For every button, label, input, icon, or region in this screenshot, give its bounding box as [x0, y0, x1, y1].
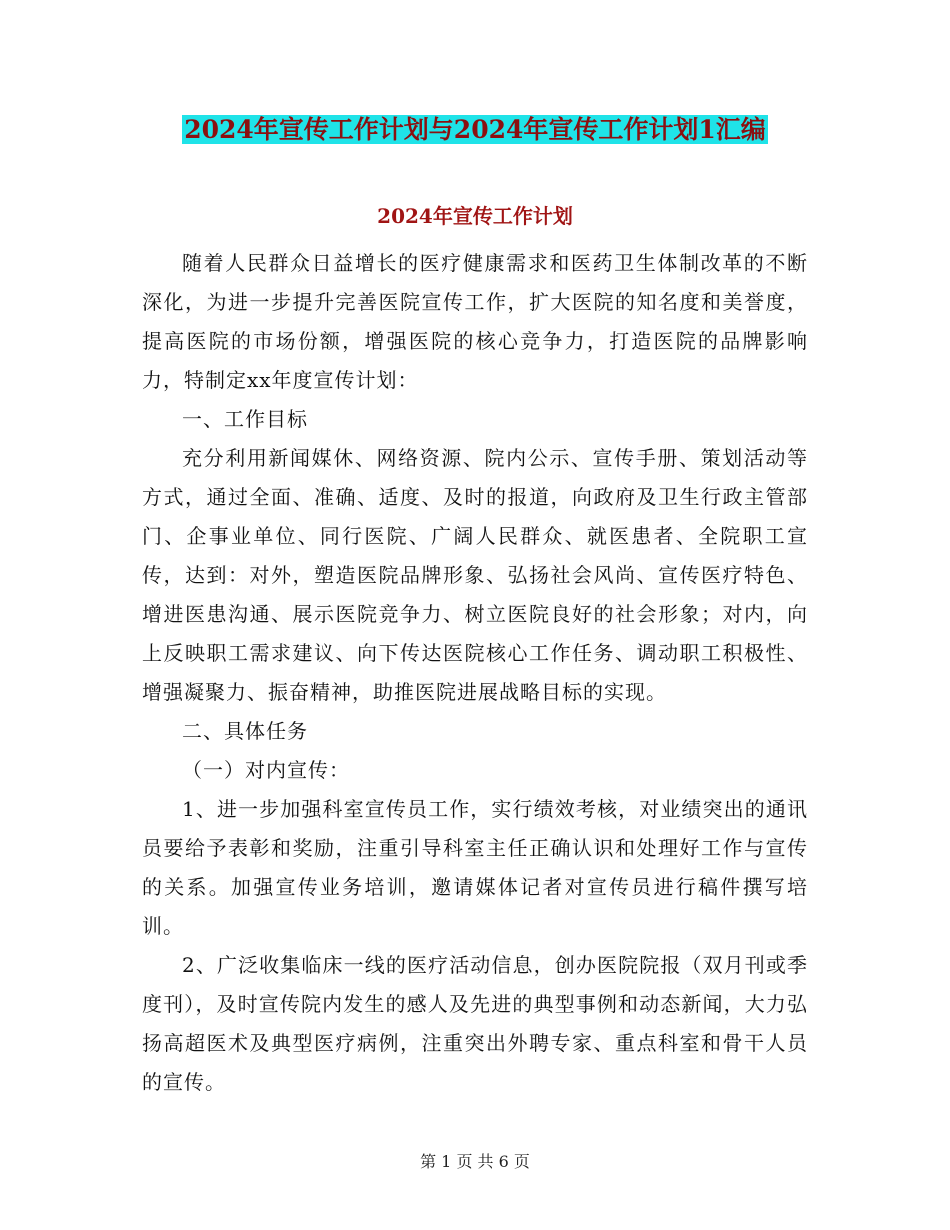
document-title-text: 2024年宣传工作计划与2024年宣传工作计划1汇编	[184, 115, 766, 144]
paragraph-intro: 随着人民群众日益增长的医疗健康需求和医药卫生体制改革的不断深化，为进一步提升完善医院宣传工作，扩大医院的知名度和美誉度，提高医院的市场份额，增强医院的核心竞争力，打造医院的品牌影响力，特制定xx年度宣传计划：	[142, 251, 808, 392]
subheading-internal-publicity: （一）对内宣传：	[182, 758, 350, 782]
heading-specific-tasks: 二、具体任务	[182, 719, 308, 743]
paragraph-task-1: 1、进一步加强科室宣传员工作，实行绩效考核，对业绩突出的通讯员要给予表彰和奖励，注重引导科室主任正确认识和处理好工作与宣传的关系。加强宣传业务培训，邀请媒体记者对宣传员进行稿件撰写培训。	[142, 797, 808, 938]
page-footer: 第 1 页 共 6 页	[420, 1152, 530, 1171]
document-title	[0, 112, 950, 148]
document-body	[142, 244, 808, 1102]
paragraph-task-2: 2、广泛收集临床一线的医疗活动信息，创办医院院报（双月刊或季度刊），及时宣传院内发生的感人及先进的典型事例和动态新闻，大力弘扬高超医术及典型医疗病例，注重突出外聘专家、重点科室和骨干人员的宣传。	[142, 953, 808, 1094]
heading-work-goals: 一、工作目标	[182, 407, 308, 431]
section-title: 2024年宣传工作计划	[377, 204, 573, 228]
paragraph-work-goals: 充分利用新闻媒休、网络资源、院内公示、宣传手册、策划活动等方式，通过全面、准确、适度、及时的报道，向政府及卫生行政主管部门、企事业单位、同行医院、广阔人民群众、就医患者、全院职工宣传，达到：对外，塑造医院品牌形象、弘扬社会风尚、宣传医疗特色、增进医患沟通、展示医院竞争力、树立医院良好的社会形象；对内，向上反映职工需求建议、向下传达医院核心工作任务、调动职工积极性、增强凝聚力、振奋精神，助推医院进展战略目标的实现。	[142, 446, 808, 704]
